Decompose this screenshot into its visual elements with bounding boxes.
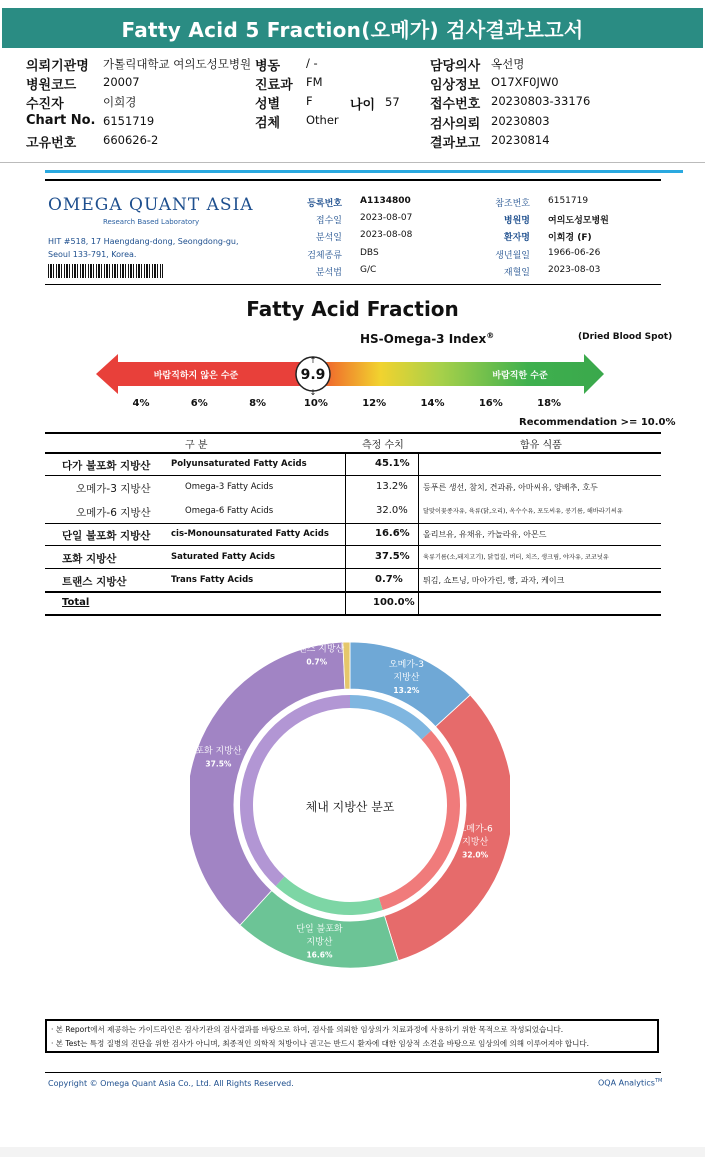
row-percent: 32.0% — [376, 505, 408, 516]
index-scale — [96, 352, 606, 397]
header-label: 접수번호 — [430, 97, 481, 112]
header-value: 20007 — [103, 75, 140, 89]
row-percent: 37.5% — [375, 551, 410, 562]
row-category-en: Omega-6 Fatty Acids — [185, 506, 274, 516]
index-marker — [296, 356, 330, 397]
info-value: 6151719 — [548, 196, 589, 206]
total-label: Total — [62, 597, 90, 608]
table-top-rule — [45, 432, 661, 434]
row-category-en: Trans Fatty Acids — [171, 575, 254, 585]
index-title — [360, 331, 494, 346]
row-category-ko: 포화 지방산 — [62, 553, 117, 565]
slice-label: 지방산 — [462, 837, 489, 848]
slice-label: 32.0% — [462, 850, 489, 860]
row-food: 올리브유, 유채유, 카놀라유, 아몬드 — [423, 530, 547, 539]
table-row-rule — [45, 475, 661, 476]
lab-address — [48, 235, 239, 261]
slice-label: 포화 지방산 — [195, 746, 242, 757]
report-title: Fatty Acid 5 Fraction(오메가) 검사결과보고서 — [2, 8, 703, 48]
address-line-2: Seoul 133-791, Korea. — [48, 250, 137, 259]
index-title-sup: ® — [486, 331, 495, 340]
table-row-rule — [45, 545, 661, 546]
header-value: F — [306, 94, 313, 108]
scale-tick-label: 10% — [303, 398, 328, 409]
donut-slice-outer — [190, 642, 345, 925]
row-category-en: Polyunsaturated Fatty Acids — [171, 459, 307, 469]
header-label: 수진자 — [26, 97, 64, 112]
marker-arrow-down: ↓ — [309, 388, 317, 397]
footer-brand-text: OQA Analytics — [598, 1078, 655, 1088]
info-label: 참조번호 — [495, 199, 530, 209]
info-value: G/C — [360, 265, 377, 275]
marker-arrow-up: ↑ — [309, 356, 317, 365]
row-food: 등푸른 생선, 참치, 견과류, 아마씨유, 양배추, 호두 — [423, 483, 598, 492]
footer-brand-sup: TM — [654, 1078, 663, 1084]
scale-tick-label: 16% — [478, 398, 503, 409]
info-label: 분석법 — [315, 268, 342, 278]
footer-rule — [45, 1072, 661, 1073]
header-label: 고유번호 — [26, 136, 77, 151]
header-value: 6151719 — [103, 114, 155, 128]
table-vline-2 — [418, 453, 419, 614]
header-label: 담당의사 — [430, 59, 481, 74]
row-percent: 13.2% — [376, 481, 408, 492]
slice-label: 단일 불포화 — [296, 924, 343, 935]
info-value: 2023-08-03 — [548, 265, 601, 275]
scale-tick-label: 8% — [249, 398, 267, 409]
info-rule — [45, 284, 661, 285]
header-label: 병원코드 — [26, 78, 77, 93]
disclaimer-notes — [45, 1019, 659, 1053]
th-category: 구 분 — [185, 440, 208, 451]
th-value: 측정 수치 — [362, 440, 404, 451]
scale-tick-label: 6% — [190, 398, 208, 409]
slice-label: 지방산 — [306, 937, 333, 948]
table-row-rule — [45, 523, 661, 524]
header-label: 성별 — [255, 97, 281, 112]
header-label: Chart No. — [26, 113, 96, 128]
header-label: 의뢰기관명 — [26, 59, 89, 74]
age-label: 나이 — [350, 98, 376, 113]
header-value: 660626-2 — [103, 133, 159, 147]
th-food: 함유 식품 — [520, 440, 562, 451]
info-label: 검체종류 — [307, 251, 342, 261]
header-label: 검사의뢰 — [430, 117, 481, 132]
row-category-en: cis-Monounsaturated Fatty Acids — [171, 529, 329, 539]
header-value: 20230814 — [491, 133, 550, 147]
table-bottom-rule — [45, 614, 661, 616]
info-label: 병원명 — [503, 216, 530, 226]
info-value: 여의도성모병원 — [548, 216, 609, 226]
slice-label: 오메가-3 — [388, 659, 424, 670]
header-value: / - — [306, 56, 318, 70]
table-header-rule — [45, 452, 661, 454]
sample-type: (Dried Blood Spot) — [578, 332, 673, 342]
slice-label: 16.6% — [306, 950, 333, 960]
info-label: 환자명 — [503, 233, 530, 243]
info-value: DBS — [360, 248, 379, 258]
note-1: · 본 Report에서 제공하는 가이드라인은 검사기관의 검사결과를 바탕으로 하여, 검사를 의뢰한 임상의가 치료과정에 사용하기 위한 목적으로 작성되었습니다. — [51, 1025, 564, 1034]
header-label: 임상정보 — [430, 78, 481, 93]
good-label: 바람직한 수준 — [492, 371, 548, 381]
info-value: 2023-08-07 — [360, 213, 413, 223]
header-value: O17XF0JW0 — [491, 75, 559, 89]
header-label: 결과보고 — [430, 136, 481, 151]
address-line-1: HIT #518, 17 Haengdang-dong, Seongdong-gu, — [48, 237, 239, 246]
age-value: 57 — [385, 95, 400, 109]
barcode — [48, 264, 163, 278]
info-value: 이희경 (F) — [548, 233, 592, 243]
info-value: 2023-08-08 — [360, 230, 413, 240]
header-value: 옥선명 — [491, 57, 525, 71]
fraction-title: Fatty Acid Fraction — [246, 297, 459, 321]
row-category-en: Saturated Fatty Acids — [171, 552, 276, 562]
footer-brand — [598, 1078, 662, 1088]
row-percent: 45.1% — [375, 458, 410, 469]
info-value: A1134800 — [360, 196, 411, 206]
donut-center-title: 체내 지방산 분포 — [305, 800, 395, 814]
scale-tick-label: 4% — [132, 398, 150, 409]
row-category-ko: 오메가-6 지방산 — [76, 507, 151, 519]
header-label: 진료과 — [255, 78, 293, 93]
recommendation: Recommendation >= 10.0% — [519, 417, 676, 428]
table-vline-1 — [345, 453, 346, 614]
scale-tick-label: 12% — [362, 398, 387, 409]
fatty-acid-donut-chart — [190, 640, 510, 980]
row-food: 튀김, 쇼트닝, 마아가린, 빵, 과자, 케이크 — [423, 576, 565, 585]
table-row-rule — [45, 568, 661, 569]
total-value: 100.0% — [373, 597, 415, 608]
info-label: 등록번호 — [307, 199, 342, 209]
slice-label: 트랜스 지방산 — [289, 644, 345, 655]
row-percent: 0.7% — [375, 574, 403, 585]
scale-tick-label: 14% — [420, 398, 445, 409]
slice-label: 13.2% — [393, 685, 420, 695]
header-label: 검체 — [255, 116, 281, 131]
info-label: 분석일 — [315, 233, 342, 243]
header-label: 병동 — [255, 59, 281, 74]
info-value: 1966-06-26 — [548, 248, 601, 258]
index-title-text: HS-Omega-3 Index — [360, 332, 487, 346]
row-food: 달맞이꽃종자유, 육류(닭,오리), 옥수수유, 포도씨유, 콩기름, 해바라기씨유 — [423, 508, 623, 515]
header-value: FM — [306, 75, 323, 89]
lab-logo-sub: Research Based Laboratory — [103, 218, 200, 226]
row-category-ko: 오메가-3 지방산 — [76, 483, 151, 495]
header-value: 이희경 — [103, 95, 137, 109]
header-divider — [0, 162, 705, 163]
lab-logo: OMEGA QUANT ASIA — [48, 195, 254, 215]
row-category-ko: 다가 불포화 지방산 — [62, 460, 151, 472]
info-label: 접수일 — [315, 216, 342, 226]
copyright: Copyright © Omega Quant Asia Co., Ltd. All Rights Reserved. — [48, 1079, 294, 1088]
header-value: 20230803-33176 — [491, 94, 591, 108]
row-percent: 16.6% — [375, 528, 410, 539]
slice-label: 오메가-6 — [457, 824, 493, 835]
slice-label: 지방산 — [393, 672, 420, 683]
index-value: 9.9 — [300, 367, 326, 383]
row-category-en: Omega-3 Fatty Acids — [185, 482, 274, 492]
header-value: Other — [306, 113, 339, 127]
accent-bar — [45, 170, 683, 173]
info-label: 재혈일 — [503, 268, 530, 278]
table-row-rule — [45, 591, 661, 593]
header-value: 가톨릭대학교 여의도성모병원 — [103, 57, 252, 71]
row-food: 육류기름(소,돼지고기), 닭껍질, 버터, 치즈, 생크림, 야자유, 코코넛유 — [423, 554, 609, 561]
header-value: 20230803 — [491, 114, 550, 128]
slice-label: 0.7% — [306, 657, 328, 667]
info-label: 생년월일 — [495, 251, 530, 261]
note-2: · 본 Test는 특정 질병의 진단을 위한 검사가 아니며, 최종적인 의학적 처방이나 권고는 반드시 환자에 대한 임상적 소견을 바탕으로 임상의에 의해 이루어져야 합니다. — [51, 1039, 590, 1048]
slice-label: 37.5% — [205, 759, 232, 769]
scale-tick-label: 18% — [537, 398, 562, 409]
row-category-ko: 트랜스 지방산 — [62, 576, 127, 588]
top-rule — [45, 179, 661, 181]
row-category-ko: 단일 불포화 지방산 — [62, 530, 151, 542]
bad-label: 바람직하지 않은 수준 — [153, 371, 239, 381]
